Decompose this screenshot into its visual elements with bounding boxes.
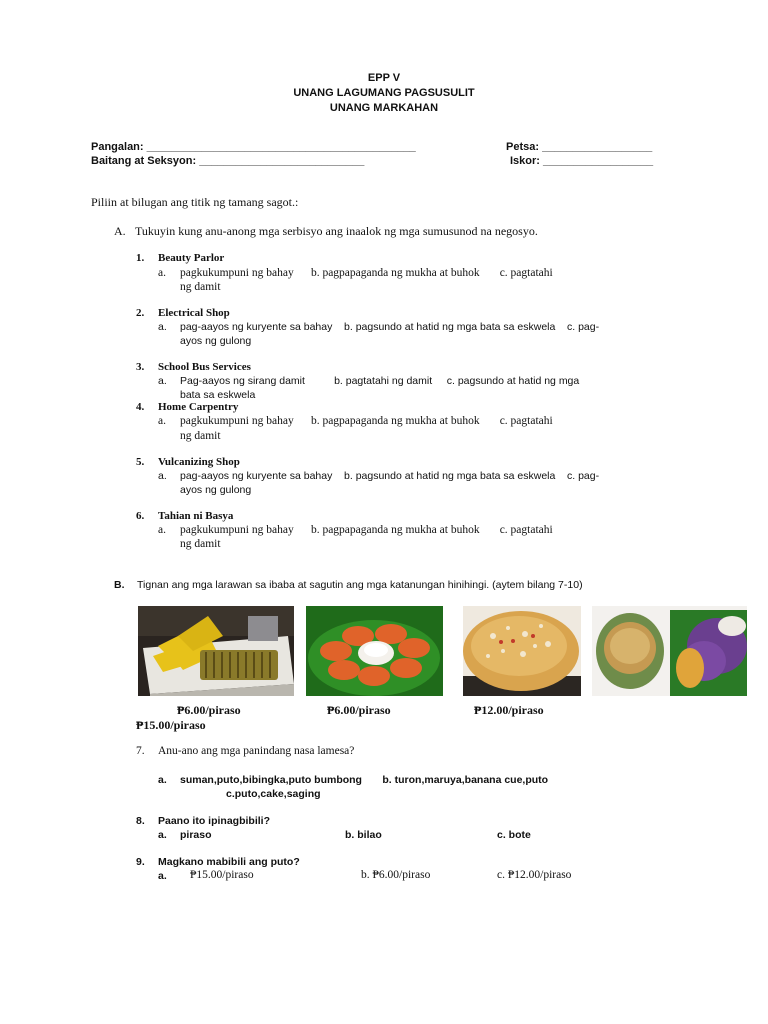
option-a-letter[interactable]: a. xyxy=(158,470,167,482)
question-number: 9. xyxy=(136,856,145,868)
item-options[interactable]: pagkukumpuni ng bahay b. pagpapaganda ng mukha at buhok c. pagtatahi xyxy=(180,415,553,427)
question-options-cont[interactable]: c.puto,cake,saging xyxy=(226,788,321,800)
price-label: ₱6.00/piraso xyxy=(177,703,241,717)
part-b-letter: B. xyxy=(114,579,125,591)
question-number: 7. xyxy=(136,745,145,757)
score-field[interactable]: Iskor: __________________ xyxy=(510,155,654,167)
item-number: 2. xyxy=(136,307,145,319)
exam-title: UNANG LAGUMANG PAGSUSULIT xyxy=(293,87,475,99)
question-text: Magkano mabibili ang puto? xyxy=(158,856,300,868)
item-options[interactable]: pagkukumpuni ng bahay b. pagpapaganda ng mukha at buhok c. pagtatahi xyxy=(180,267,553,279)
option-a-letter[interactable]: a. xyxy=(158,774,167,786)
item-options[interactable]: pagkukumpuni ng bahay b. pagpapaganda ng mukha at buhok c. pagtatahi xyxy=(180,524,553,536)
option-c[interactable]: c. bote xyxy=(497,829,531,841)
item-number: 6. xyxy=(136,510,145,522)
item-title: School Bus Services xyxy=(158,361,251,373)
part-a-letter: A. xyxy=(114,224,126,238)
item-options-cont[interactable]: ayos ng gulong xyxy=(180,335,252,347)
question-number: 8. xyxy=(136,815,145,827)
option-a[interactable]: piraso xyxy=(180,829,212,841)
option-a-letter[interactable]: a. xyxy=(158,829,167,841)
item-title: Vulcanizing Shop xyxy=(158,456,240,468)
instructions: Piliin at bilugan ang titik ng tamang sagot.: xyxy=(91,195,299,209)
subject-title: EPP V xyxy=(367,72,401,84)
option-a-letter[interactable]: a. xyxy=(158,267,166,279)
item-options-cont[interactable]: ng damit xyxy=(180,538,221,550)
option-a-letter[interactable]: a. xyxy=(158,321,167,333)
date-field[interactable]: Petsa: __________________ xyxy=(506,141,653,153)
option-a-letter[interactable]: a. xyxy=(158,375,167,387)
item-options-cont[interactable]: ng damit xyxy=(180,430,221,442)
item-number: 5. xyxy=(136,456,145,468)
part-a-title: Tukuyin kung anu-anong mga serbisyo ang inaalok ng mga sumusunod na negosyo. xyxy=(135,224,538,238)
part-b-title: Tignan ang mga larawan sa ibaba at sagutin ang mga katanungan hinihingi. (aytem bilang 7-10) xyxy=(137,579,583,591)
item-options[interactable]: pag-aayos ng kuryente sa bahay b. pagsundo at hatid ng mga bata sa eskwela c. pag- xyxy=(180,321,600,333)
question-text: Paano ito ipinagbibili? xyxy=(158,815,270,827)
option-b[interactable]: b. ₱6.00/piraso xyxy=(361,869,431,881)
suman-image xyxy=(138,606,294,696)
name-field[interactable]: Pangalan: ____________________________________________ xyxy=(91,141,416,153)
option-a[interactable]: ₱15.00/piraso xyxy=(190,869,254,881)
question-options[interactable]: suman,puto,bibingka,puto bumbong b. turon,maruya,banana cue,puto xyxy=(180,774,549,786)
option-a-letter[interactable]: a. xyxy=(158,415,166,427)
option-a-letter[interactable]: a. xyxy=(158,524,166,536)
item-title: Beauty Parlor xyxy=(158,252,225,264)
item-options-cont[interactable]: ayos ng gulong xyxy=(180,484,252,496)
option-a-letter[interactable]: a. xyxy=(158,870,167,882)
item-options[interactable]: Pag-aayos ng sirang damit b. pagtatahi ng damit c. pagsundo at hatid ng mga xyxy=(180,375,580,387)
item-number: 4. xyxy=(136,401,145,413)
item-title: Tahian ni Basya xyxy=(158,510,234,522)
grade-section-field[interactable]: Baitang at Seksyon: ___________________________ xyxy=(91,155,365,167)
item-options[interactable]: pag-aayos ng kuryente sa bahay b. pagsundo at hatid ng mga bata sa eskwela c. pag- xyxy=(180,470,600,482)
option-c[interactable]: c. ₱12.00/piraso xyxy=(497,869,572,881)
price-label: ₱12.00/piraso xyxy=(474,703,544,717)
puto-image xyxy=(306,606,443,696)
puto-bumbong-image xyxy=(592,606,747,696)
price-label: ₱6.00/piraso xyxy=(327,703,391,717)
bibingka-image xyxy=(463,606,581,696)
price-label: ₱15.00/piraso xyxy=(136,718,206,732)
item-title: Home Carpentry xyxy=(158,401,239,413)
item-number: 1. xyxy=(136,252,145,264)
option-b[interactable]: b. bilao xyxy=(345,829,382,841)
question-text: Anu-ano ang mga panindang nasa lamesa? xyxy=(158,745,355,757)
item-options-cont[interactable]: ng damit xyxy=(180,281,221,293)
item-number: 3. xyxy=(136,361,145,373)
item-options-cont[interactable]: bata sa eskwela xyxy=(180,389,256,401)
item-title: Electrical Shop xyxy=(158,307,230,319)
quarter-title: UNANG MARKAHAN xyxy=(329,102,439,114)
